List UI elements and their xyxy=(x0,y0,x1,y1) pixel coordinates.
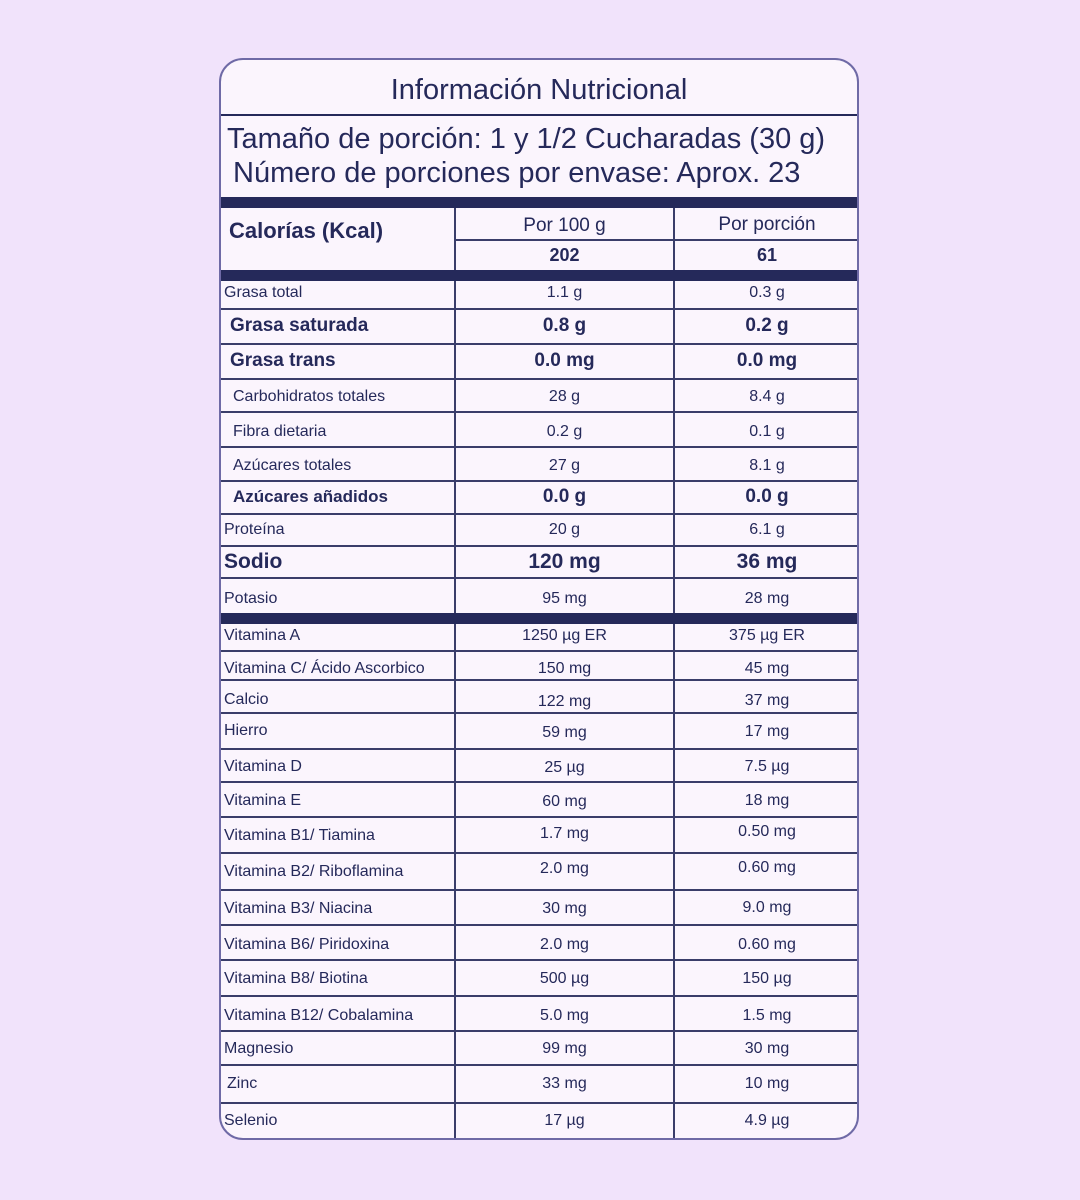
row-divider xyxy=(221,816,859,818)
row-divider xyxy=(221,650,859,652)
row-divider xyxy=(221,513,859,515)
row-divider xyxy=(454,239,859,241)
row-divider xyxy=(221,1030,859,1032)
row-divider xyxy=(221,748,859,750)
row-divider xyxy=(221,1102,859,1104)
row-divider xyxy=(221,852,859,854)
row-divider xyxy=(221,577,859,579)
row-divider xyxy=(221,924,859,926)
servings-per-container: Número de porciones por envase: Aprox. 23 xyxy=(233,157,801,189)
divider-bar xyxy=(221,613,857,624)
row-divider xyxy=(221,889,859,891)
row-divider xyxy=(221,480,859,482)
row-divider xyxy=(221,995,859,997)
row-divider xyxy=(221,679,859,681)
row-divider xyxy=(221,1064,859,1066)
row-divider xyxy=(221,781,859,783)
row-divider xyxy=(221,378,859,380)
serving-info xyxy=(227,122,825,190)
column-header-per100: Por 100 g xyxy=(523,215,606,236)
label-title: Información Nutricional xyxy=(221,60,857,116)
calories-per100: 202 xyxy=(549,245,580,265)
row-divider xyxy=(221,712,859,714)
row-divider xyxy=(221,411,859,413)
divider-bar xyxy=(221,197,857,208)
calories-perserving: 61 xyxy=(756,245,778,265)
row-divider xyxy=(221,308,859,310)
calories-label: Calorías (Kcal) xyxy=(229,218,384,243)
row-divider xyxy=(221,446,859,448)
row-divider xyxy=(221,343,859,345)
divider-bar xyxy=(221,270,857,281)
nutrition-label: Información Nutricional Tamaño de porción: 1 y 1/2 Cucharadas (30 g) Número de porciones por envase: Aprox. 23 Calorías (Kcal) Por 100 g Por porción 202 61 Grasa total 1.1 g 0.3 g Grasa saturada 0.8 g 0.2 g Grasa trans 0.0 mg 0.0 mg Carbohidratos totales 28 g 8.4 g Fibra dietaria 0.2 g 0.1 g Azúcares totales 27 g 8.1 g Azúcares añadidos 0.0 g 0.0 g Proteína 20 g 6.1 g Sodio 120 mg 36 mg Potasio 95 mg 28 mg Vitamina A 1250 µg ER 375 µg ER Vitamina C/ Ácido Ascorbico 150 mg 45 mg Calcio 122 mg 37 mg Hierro 59 mg 17 mg Vitamina D 25 µg 7.5 µg Vitamina E 60 mg 18 mg Vitamina B1/ Tiamina 1.7 mg 0.50 mg Vitamina B2/ Riboflamina 2.0 mg 0.60 mg Vitamina B3/ Niacina 30 mg 9.0 mg Vitamina B6/ Piridoxina 2.0 mg 0.60 mg Vitamina B8/ Biotina 500 µg 150 µg Vitamina B12/ Cobalamina 5.0 mg 1.5 mg Magnesio 99 mg 30 mg Zinc 33 mg 10 mg Selenio 17 µg 4.9 µg xyxy=(219,58,859,1140)
column-header-perserving: Por porción xyxy=(718,214,816,235)
row-divider xyxy=(221,959,859,961)
row-divider xyxy=(221,545,859,547)
serving-size: Tamaño de porción: 1 y 1/2 Cucharadas (30 g) xyxy=(227,123,826,155)
